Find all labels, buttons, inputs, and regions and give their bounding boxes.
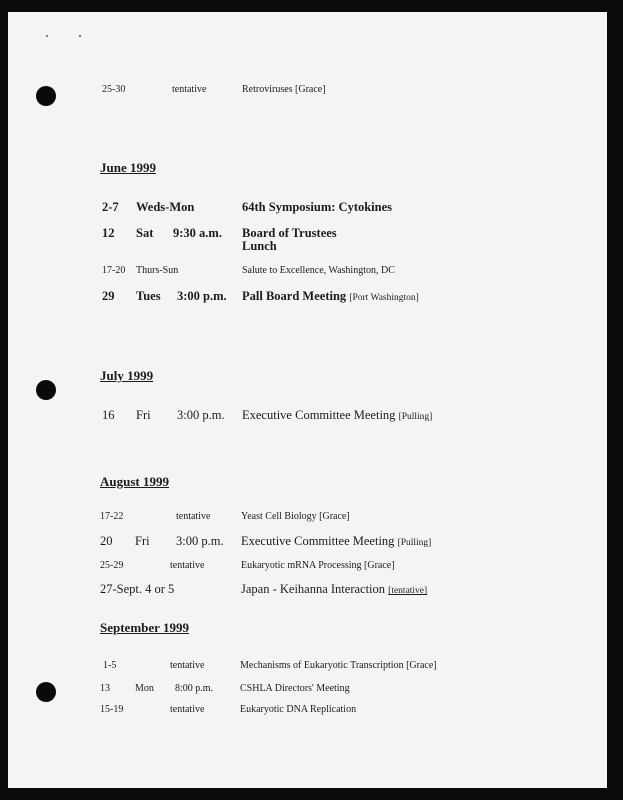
entry-day: Fri — [135, 534, 150, 548]
entry-time: 9:30 a.m. — [173, 226, 222, 240]
entry-date: 25-30 — [102, 84, 126, 95]
calendar-entry — [8, 582, 607, 602]
entry-date: 20 — [100, 534, 113, 548]
entry-event: Pall Board Meeting [Port Washington] — [242, 289, 419, 303]
calendar-entry — [8, 534, 607, 554]
entry-date: 29 — [102, 289, 115, 303]
calendar-entry — [8, 200, 607, 220]
month-heading-june: June 1999 — [100, 160, 156, 175]
calendar-entry — [8, 289, 607, 309]
entry-event: Retroviruses [Grace] — [242, 84, 326, 95]
entry-event: Executive Committee Meeting [Pulling] — [242, 408, 433, 422]
entry-time: tentative — [176, 511, 211, 522]
month-heading-july: July 1999 — [100, 368, 154, 383]
document-page — [8, 12, 607, 788]
entry-day: Thurs-Sun — [136, 265, 179, 276]
calendar-entry — [8, 226, 607, 258]
calendar-entry — [8, 683, 607, 703]
entry-event: Eukaryotic DNA Replication — [240, 704, 357, 715]
entry-event: Board of Trustees — [242, 226, 337, 240]
entry-time: 3:00 p.m. — [177, 408, 225, 422]
calendar-entry — [8, 560, 607, 580]
entry-date: 25-29 — [100, 560, 124, 571]
entry-event: Salute to Excellence, Washington, DC — [242, 265, 395, 276]
month-heading-september: September 1999 — [100, 620, 189, 635]
entry-date: 2-7 — [102, 200, 119, 214]
entry-event: Eukaryotic mRNA Processing [Grace] — [241, 560, 395, 571]
entry-date: 15-19 — [100, 704, 124, 715]
calendar-entry — [8, 511, 607, 531]
entry-day: Fri — [136, 408, 151, 422]
entry-date: 17-20 — [102, 265, 126, 276]
calendar-entry — [8, 408, 607, 428]
entry-day: Sat — [136, 226, 154, 240]
paper-speck — [79, 35, 81, 37]
entry-event: Mechanisms of Eukaryotic Transcription [Grace] — [240, 660, 437, 671]
entry-date: 17-22 — [100, 511, 124, 522]
entry-event: Executive Committee Meeting [Pulling] — [241, 534, 432, 548]
entry-time: tentative — [172, 84, 207, 95]
entry-event: CSHLA Directors' Meeting — [240, 683, 350, 694]
punch-hole-middle — [36, 380, 56, 400]
calendar-entry — [8, 265, 607, 285]
calendar-entry — [8, 704, 607, 724]
entry-time: tentative — [170, 704, 205, 715]
entry-time: tentative — [170, 560, 205, 571]
entry-event: Yeast Cell Biology [Grace] — [241, 511, 350, 522]
entry-date: 13 — [100, 683, 110, 694]
entry-event: 64th Symposium: Cytokines — [242, 200, 393, 214]
calendar-entry — [8, 660, 607, 680]
entry-date: 1-5 — [103, 660, 117, 671]
entry-event-line2: Lunch — [242, 239, 277, 253]
entry-date: 12 — [102, 226, 115, 240]
entry-time: tentative — [170, 660, 205, 671]
entry-day: Tues — [136, 289, 161, 303]
entry-event: Japan - Keihanna Interaction [tentative] — [241, 582, 428, 596]
calendar-entry — [8, 84, 607, 104]
entry-date: 27-Sept. 4 or 5 — [100, 582, 175, 596]
entry-day: Weds-Mon — [136, 200, 195, 214]
entry-time: 8:00 p.m. — [175, 683, 214, 694]
month-heading-august: August 1999 — [100, 474, 169, 489]
entry-day: Mon — [135, 683, 154, 694]
entry-time: 3:00 p.m. — [177, 289, 227, 303]
paper-speck — [46, 35, 48, 37]
entry-date: 16 — [102, 408, 115, 422]
entry-time: 3:00 p.m. — [176, 534, 224, 548]
